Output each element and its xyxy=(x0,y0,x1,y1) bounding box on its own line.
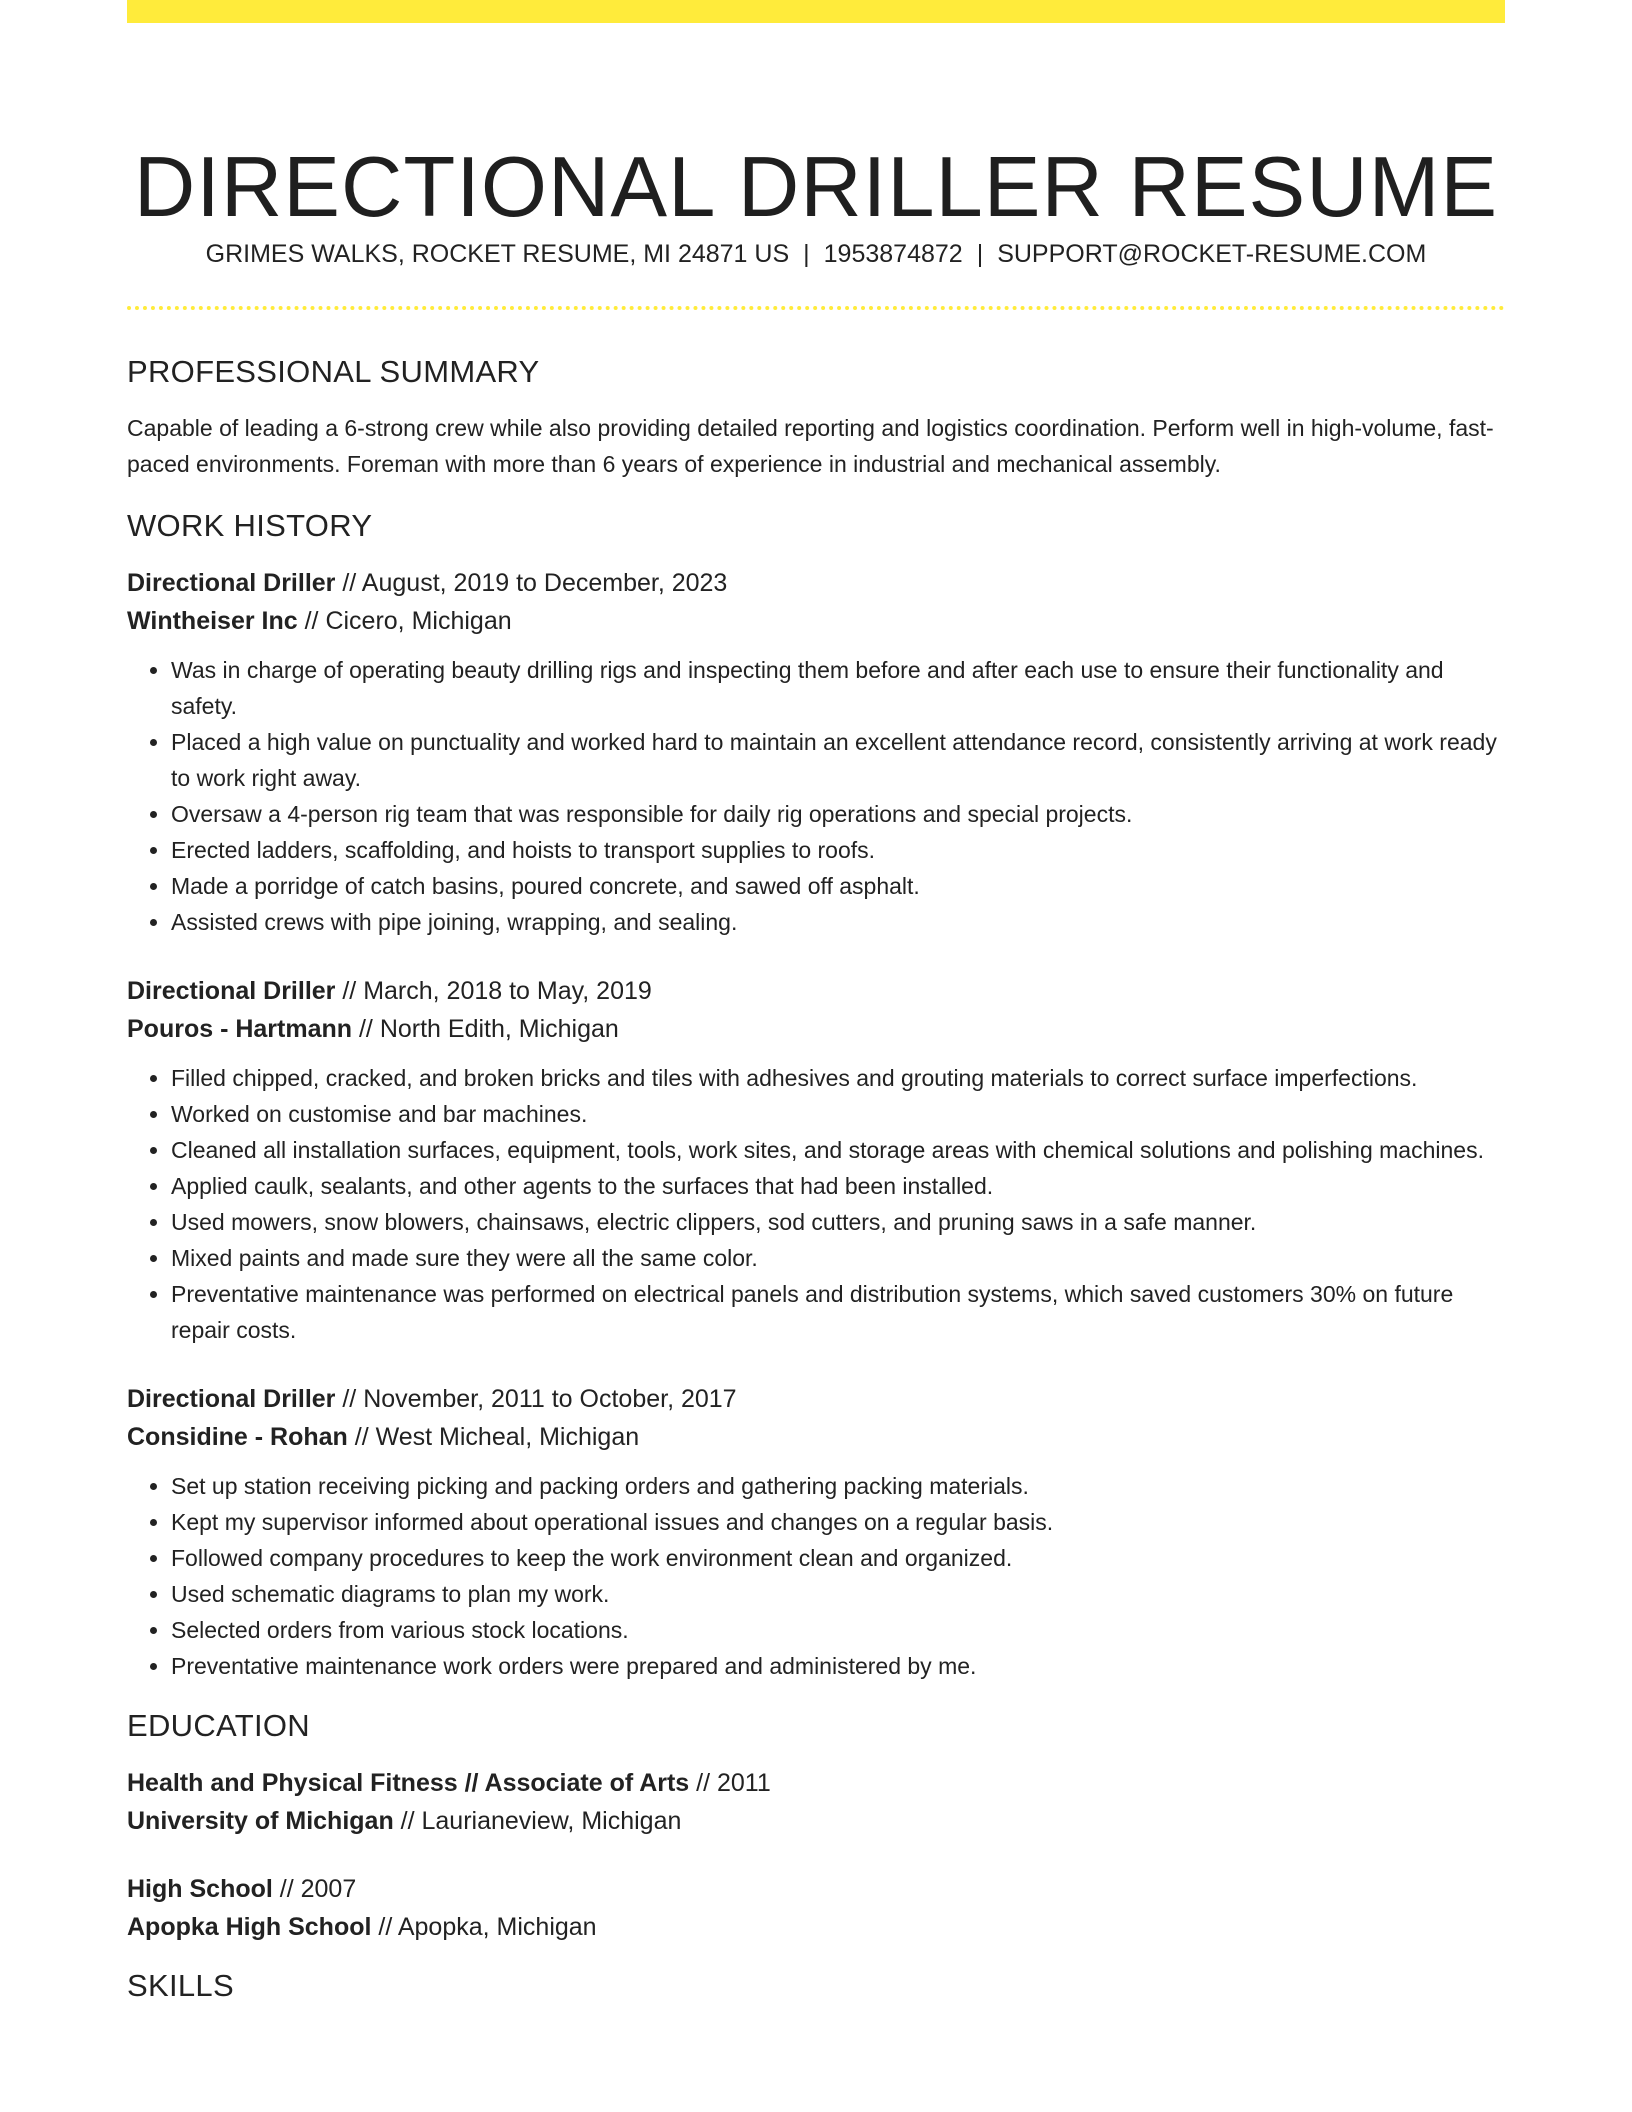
job-bullet: • Kept my supervisor informed about operational issues and changes on a regular basis. xyxy=(171,1504,1505,1540)
job-bullet: • Made a porridge of catch basins, poured concrete, and sawed off asphalt. xyxy=(171,868,1505,904)
job-title-line xyxy=(127,564,1505,602)
job-bullet: • Applied caulk, sealants, and other agents to the surfaces that had been installed. xyxy=(171,1168,1505,1204)
contact-separator: | xyxy=(976,240,984,268)
job-bullet: • Cleaned all installation surfaces, equipment, tools, work sites, and storage areas with chemical solutions and polishing machines. xyxy=(171,1132,1505,1168)
job-bullet: • Filled chipped, cracked, and broken bricks and tiles with adhesives and grouting materials to correct surface imperfections. xyxy=(171,1060,1505,1096)
section-title-summary: PROFESSIONAL SUMMARY xyxy=(127,354,540,389)
contact-line xyxy=(127,238,1505,270)
education-location: // Apopka, Michigan xyxy=(371,1913,597,1941)
contact-email: SUPPORT@ROCKET-RESUME.COM xyxy=(997,240,1427,268)
job-title-line xyxy=(127,972,1505,1010)
resume-content xyxy=(127,352,1505,2006)
job-title: Directional Driller xyxy=(127,1385,336,1413)
job-bullet: • Erected ladders, scaffolding, and hoists to transport supplies to roofs. xyxy=(171,832,1505,868)
education-school: Apopka High School xyxy=(127,1913,372,1941)
job-bullet: • Preventative maintenance was performed on electrical panels and distribution systems, which saved customers 30% on future repair costs. xyxy=(171,1276,1505,1348)
contact-phone: 1953874872 xyxy=(823,240,963,268)
job-bullet: • Preventative maintenance work orders were prepared and administered by me. xyxy=(171,1648,1505,1684)
job-title-line xyxy=(127,1380,1505,1418)
contact-separator: | xyxy=(803,240,810,268)
job-location: // North Edith, Michigan xyxy=(352,1015,619,1043)
job-entry xyxy=(127,972,1505,1348)
job-company: Pouros - Hartmann xyxy=(127,1015,353,1043)
job-bullet: • Used mowers, snow blowers, chainsaws, electric clippers, sod cutters, and pruning saws in a safe manner. xyxy=(171,1204,1505,1240)
resume-title: DIRECTIONAL DRILLER RESUME xyxy=(133,139,1499,235)
education-entry xyxy=(127,1870,1505,1946)
education-school: University of Michigan xyxy=(127,1807,394,1835)
job-bullet: • Placed a high value on punctuality and worked hard to maintain an excellent attendance record, consistently arriving at work ready to work right away. xyxy=(171,724,1505,796)
education-degree: Health and Physical Fitness // Associate of Arts xyxy=(127,1769,690,1797)
education-year: // 2011 xyxy=(689,1769,771,1797)
section-title-education: EDUCATION xyxy=(127,1708,310,1743)
education-degree: High School xyxy=(127,1875,273,1903)
job-title: Directional Driller xyxy=(127,569,336,597)
job-bullet: • Mixed paints and made sure they were all the same color. xyxy=(171,1240,1505,1276)
summary-text: Capable of leading a 6-strong crew while also providing detailed reporting and logistics coordination. Perform well in high-volume, fast-paced environments. Foreman with more than 6 years of experience in industrial and mechanical assembly. xyxy=(127,415,1494,477)
education-school-line xyxy=(127,1908,1505,1946)
section-title-skills: SKILLS xyxy=(127,1968,234,2003)
job-bullet: • Selected orders from various stock locations. xyxy=(171,1612,1505,1648)
job-location: // West Micheal, Michigan xyxy=(347,1423,640,1451)
job-bullet: • Worked on customise and bar machines. xyxy=(171,1096,1505,1132)
job-bullet: • Was in charge of operating beauty drilling rigs and inspecting them before and after each use to ensure their functionality and safety. xyxy=(171,652,1505,724)
education-degree-line xyxy=(127,1764,1505,1802)
job-bullet: • Set up station receiving picking and packing orders and gathering packing materials. xyxy=(171,1468,1505,1504)
job-entry xyxy=(127,1380,1505,1684)
dotted-divider xyxy=(127,306,1505,310)
job-company: Considine - Rohan xyxy=(127,1423,348,1451)
job-company-line xyxy=(127,1010,1505,1048)
job-bullet: • Followed company procedures to keep the work environment clean and organized. xyxy=(171,1540,1505,1576)
job-dates: // August, 2019 to December, 2023 xyxy=(335,569,728,597)
job-company-line xyxy=(127,602,1505,640)
section-title-work: WORK HISTORY xyxy=(127,508,373,543)
job-bullets xyxy=(127,1468,1505,1684)
job-title: Directional Driller xyxy=(127,977,336,1005)
job-dates: // November, 2011 to October, 2017 xyxy=(335,1385,737,1413)
education-degree-line xyxy=(127,1870,1505,1908)
job-bullets xyxy=(127,1060,1505,1348)
top-accent-bar xyxy=(127,0,1505,23)
job-location: // Cicero, Michigan xyxy=(297,607,512,635)
education-school-line xyxy=(127,1802,1505,1840)
job-dates: // March, 2018 to May, 2019 xyxy=(335,977,652,1005)
job-bullet: • Oversaw a 4-person rig team that was responsible for daily rig operations and special projects. xyxy=(171,796,1505,832)
job-company-line xyxy=(127,1418,1505,1456)
job-bullet: • Assisted crews with pipe joining, wrapping, and sealing. xyxy=(171,904,1505,940)
job-entry xyxy=(127,564,1505,940)
job-bullets xyxy=(127,652,1505,940)
education-entry xyxy=(127,1764,1505,1840)
contact-address: GRIMES WALKS, ROCKET RESUME, MI 24871 US xyxy=(205,240,790,268)
education-location: // Laurianeview, Michigan xyxy=(393,1807,682,1835)
job-bullet: • Used schematic diagrams to plan my work. xyxy=(171,1576,1505,1612)
education-year: // 2007 xyxy=(272,1875,357,1903)
job-company: Wintheiser Inc xyxy=(127,607,298,635)
